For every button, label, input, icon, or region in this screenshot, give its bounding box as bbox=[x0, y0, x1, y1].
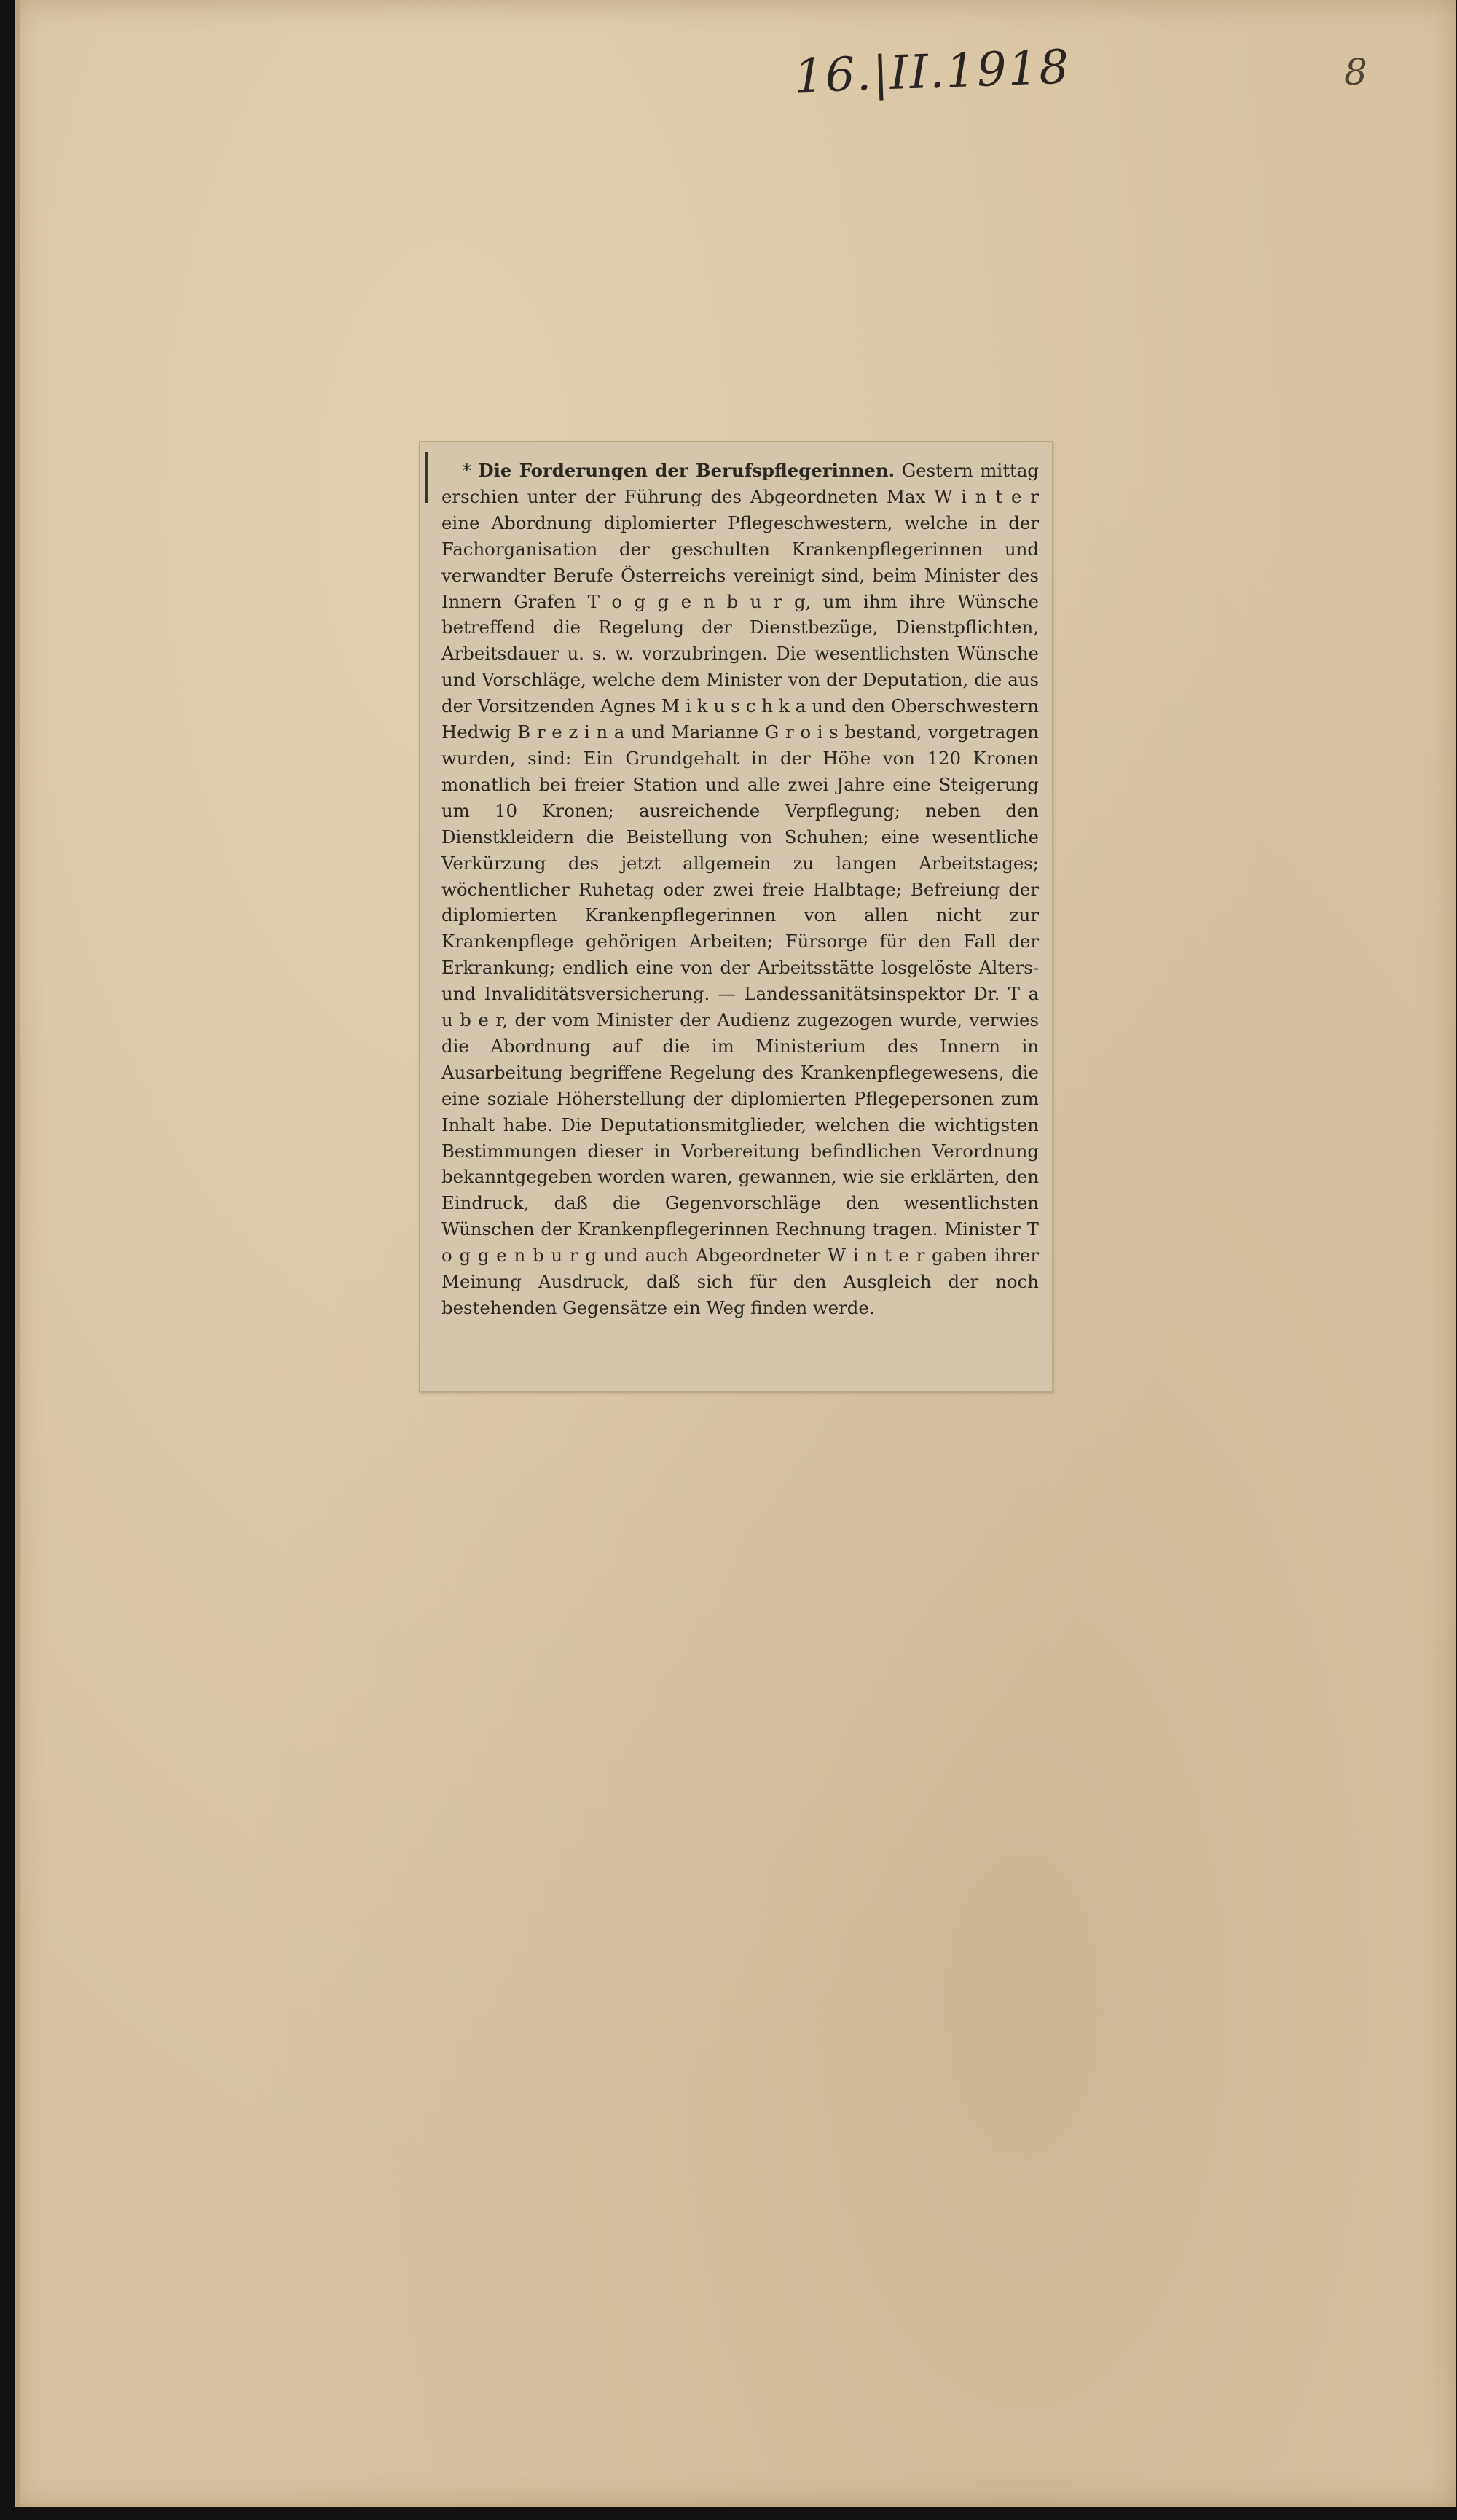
article-title: Die Forderungen der Berufspflegerinnen. bbox=[478, 460, 895, 481]
archive-sheet bbox=[15, 0, 1456, 2507]
clipping-margin-rule bbox=[425, 452, 428, 503]
article-body: Gestern mittag erschien unter der Führung des Abgeordneten Max W i n t e r eine Abordnung diplomierter Pflegeschwestern, welche in der Fachorganisation der geschulten Krankenpflegerinnen und verwandter Berufe Österreichs vereinigt sind, beim Minister des Innern Grafen T o g g e n b u r g, um ihm ihre Wünsche betreffend die Regelung der Dienstbezüge, Dienstpflichten, Arbeitsdauer u. s. w. vorzubringen. Die wesentlichsten Wünsche und Vorschläge, welche dem Minister von der Deputation, die aus der Vorsitzenden Agnes M i k u s c h k a und den Oberschwestern Hedwig B r e z i n a und Marianne G r o i s bestand, vorgetragen wurden, sind: Ein Grundgehalt in der Höhe von 120 Kronen monatlich bei freier Station und alle zwei Jahre eine Steigerung um 10 Kronen; ausreichende Verpflegung; neben den Dienstkleidern die Beistellung von Schuhen; eine wesentliche Verkürzung des jetzt allgemein zu langen Arbeitstages; wöchentlicher Ruhetag oder zwei freie Halbtage; Befreiung der diplomierten Krankenpflegerinnen von allen nicht zur Krankenpflege gehörigen Arbeiten; Fürsorge für den Fall der Erkrankung; endlich eine von der Arbeitsstätte losgelöste Alters- und Invaliditätsversicherung. — Landessanitätsinspektor Dr. T a u b e r, der vom Minister der Audienz zugezogen wurde, verwies die Abordnung auf die im Ministerium des Innern in Ausarbeitung begriffene Regelung des Krankenpflegewesens, die eine soziale Höherstellung der diplomierten Pflegepersonen zum Inhalt habe. Die Deputationsmitglieder, welchen die wichtigsten Bestimmungen dieser in Vorbereitung befindlichen Verordnung bekanntgegeben worden waren, gewannen, wie sie erklärten, den Eindruck, daß die Gegenvorschläge den wesentlichsten Wünschen der Krankenpflegerinnen Rechnung tragen. Minister T o g g e n b u r g und auch Abgeordneter W i n t e r gaben ihrer Meinung Ausdruck, daß sich für den Ausgleich der noch bestehenden Gegensätze ein Weg finden werde. bbox=[441, 460, 1039, 1318]
sheet-edge bbox=[15, 0, 20, 2507]
newspaper-clipping bbox=[419, 441, 1053, 1392]
page-number: 8 bbox=[1344, 51, 1367, 93]
article-paragraph bbox=[441, 458, 1039, 1321]
article-lead-marker: * bbox=[462, 460, 471, 481]
handwritten-date: 16.|II.1918 bbox=[793, 40, 1072, 104]
